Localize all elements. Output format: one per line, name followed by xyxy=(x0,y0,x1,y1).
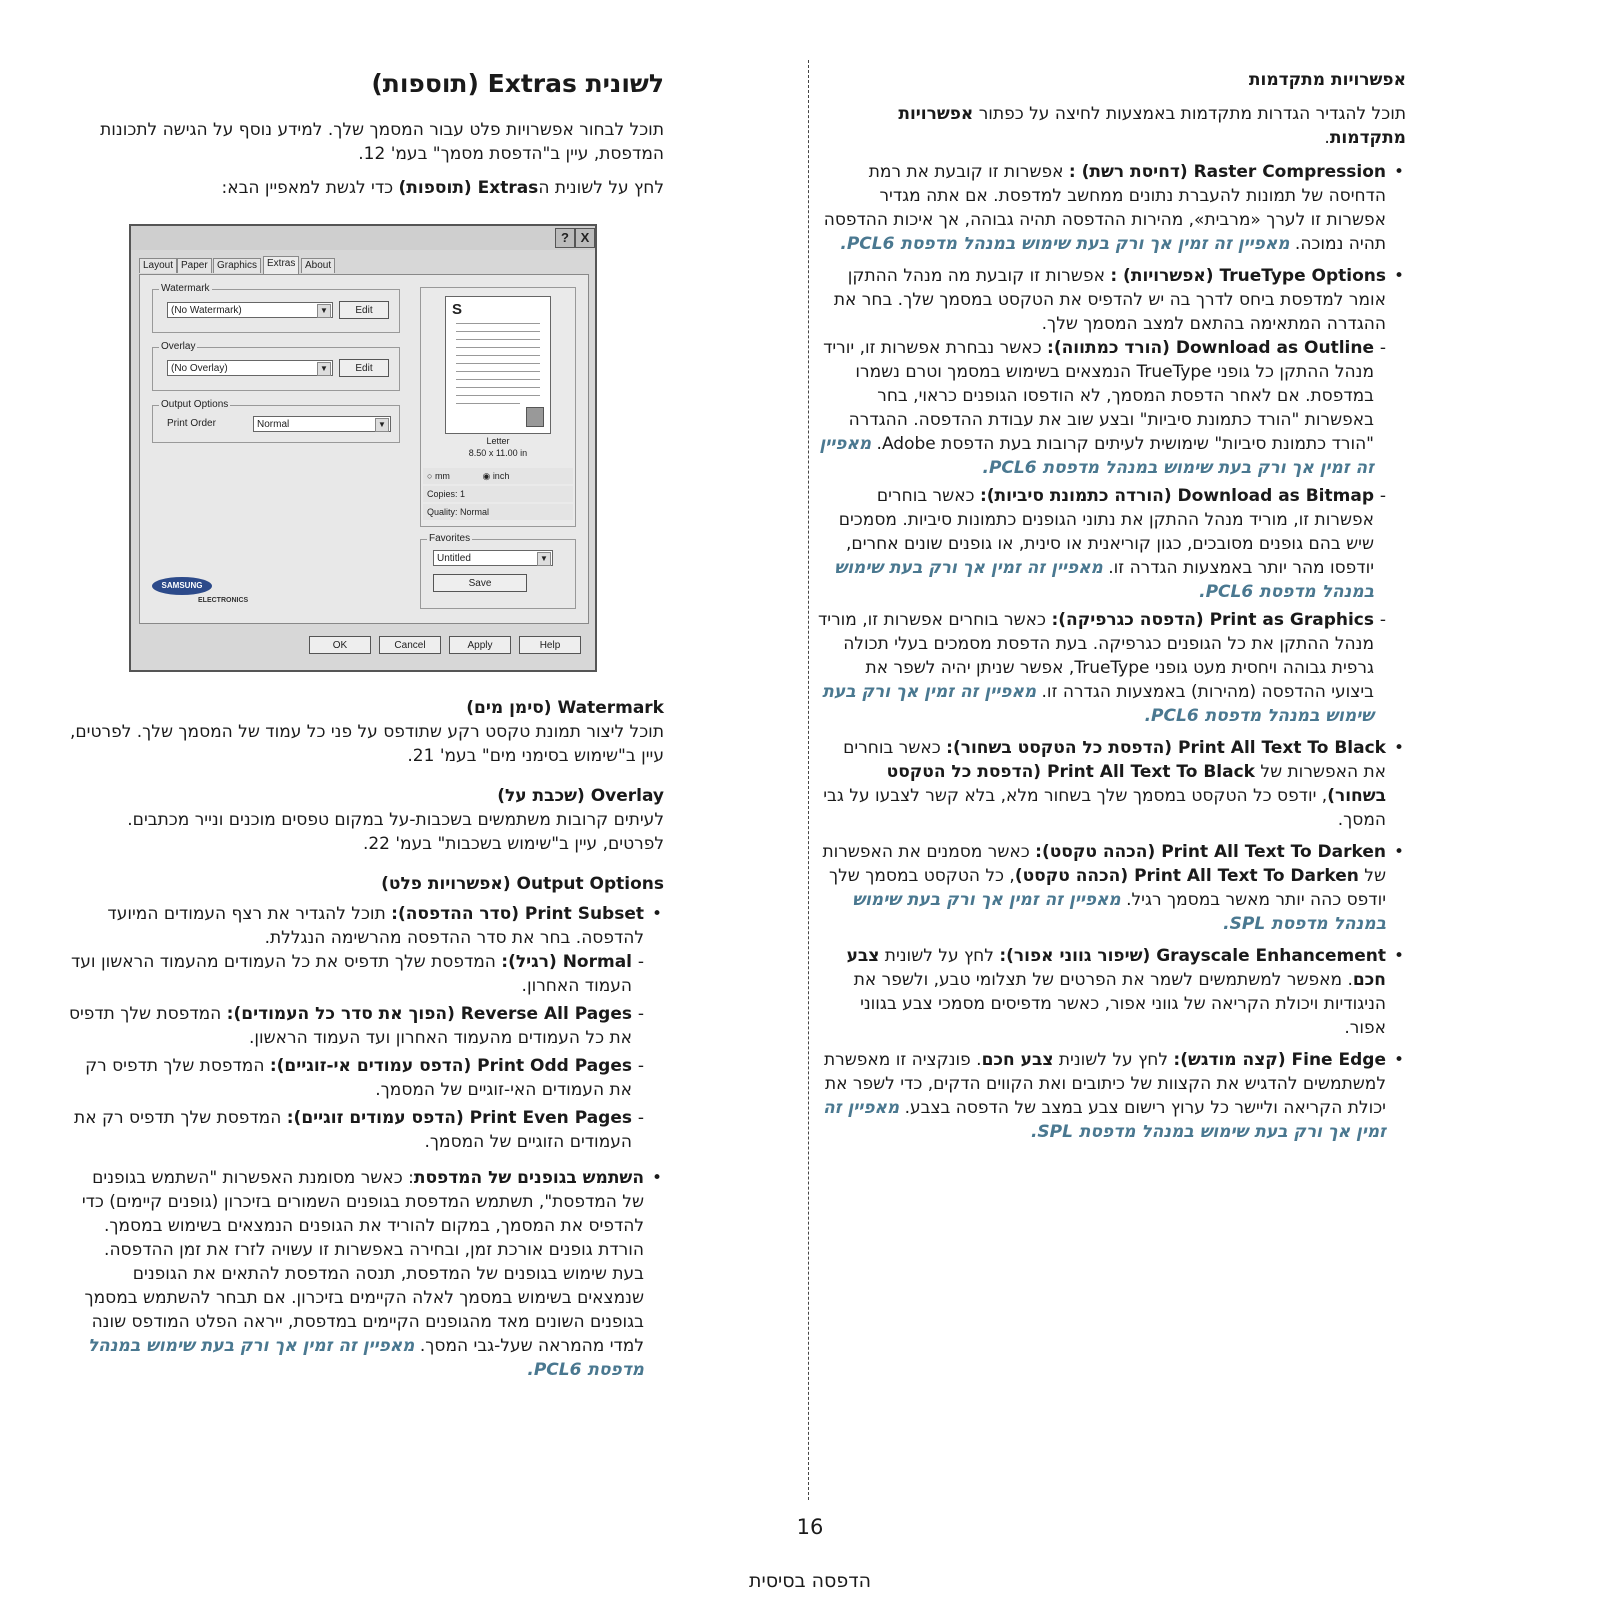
print-order-select[interactable] xyxy=(253,416,391,432)
units-row xyxy=(423,468,573,484)
samsung-logo: SAMSUNG xyxy=(152,577,212,595)
download-outline-subitem: - Download as Outline (הורד כמתווה): כאשר נבחרת אפשרות זו, יוריד מנהל ההתקן כל גופני TrueType הנמצאים בשימוש במסמך וטרם נשמרו במדפסת. אם לאחר הדפסת המסמך, לא הודפסו הגופנים כראוי, בחר באפשרות "הורד כתמונת סיביות" ובצע שוב את עבודת ההדפסה. ההגדרה "הורד כתמונת סיביות" שימושית לעיתים קרובות בעת הדפסת Adobe. מאפיין זה זמין אך ורק בעת שימוש במנהל מדפסת PCL6. xyxy=(819,338,1386,478)
favorites-value: Untitled xyxy=(437,553,471,564)
unit-mm-label: mm xyxy=(434,471,450,481)
grayscale-enhancement-item xyxy=(818,944,1406,1040)
dialog-title-bar xyxy=(131,226,595,250)
description-end: , כל הטקסט במסמך שלך יודפס כהה יותר מאשר במסמך רגיל. xyxy=(829,866,1386,910)
extras-tab-title: לשונית Extras (תוספות) xyxy=(371,69,664,98)
watermark-text: תוכל ליצור תמונת טקסט רקע שתודפס על פני כל עמוד של המסמך שלך. לפרטים, עיין ב"שימוש בסימני מים" בעמ' 21. xyxy=(69,722,664,766)
description: אפשרות זו קובעת מה מנהל ההתקן אומר למדפסת ביחס לדרך בה יש להדפיס את הטקסט במסמך שלך. בחר את ההגדרה המתאימה בהתאם למצב המסמך שלך. xyxy=(833,266,1386,334)
term-inline: צבע חכם xyxy=(981,1050,1054,1070)
spl-note: מאפיין זה זמין אך ורק בעת שימוש במנהל מדפסת SPL. xyxy=(852,890,1386,934)
preview-sheet xyxy=(445,296,551,434)
ok-button[interactable]: OK xyxy=(309,636,371,654)
output-options-group xyxy=(152,399,400,443)
chevron-down-icon: ▼ xyxy=(537,552,551,566)
preview-letter: S xyxy=(452,301,463,318)
term: Print as Graphics (הדפסה כגרפיקה): xyxy=(1051,610,1374,630)
normal-subitem: - Normal (רגיל): המדפסת שלך תדפיס את כל העמודים מהעמוד הראשון ועד העמוד האחרון. xyxy=(71,952,644,996)
term: Print Even Pages (הדפס עמודים זוגיים): xyxy=(286,1108,632,1128)
favorites-save-button[interactable]: Save xyxy=(433,574,527,592)
intro-text: תוכל להגדיר הגדרות מתקדמות באמצעות לחיצה על כפתור xyxy=(973,104,1406,124)
description: כאשר בוחרים את האפשרות של xyxy=(843,738,1386,782)
term: Raster Compression (דחיסת רשת) : xyxy=(1068,162,1386,182)
overlay-section xyxy=(68,784,664,856)
raster-compression-item xyxy=(818,160,1406,256)
cancel-button[interactable]: Cancel xyxy=(379,636,441,654)
overlay-text: לעיתים קרובות משתמשים בשכבות-על במקום טפסים מוכנים ונייר מכתבים. לפרטים, עיין ב"שימוש בשכבות" בעמ' 22. xyxy=(127,810,664,854)
close-icon[interactable]: X xyxy=(575,228,595,248)
extras-intro: תוכל לבחור אפשרויות פלט עבור המסמך שלך. למידע נוסף על הגישה לתכונות המדפסת, עיין ב"הדפסת מסמך" בעמ' 12. xyxy=(100,120,664,164)
term: Reverse All Pages (הפוך את סדר כל העמודים): xyxy=(226,1004,632,1024)
print-text-black-item xyxy=(818,736,1406,832)
output-options-section xyxy=(68,872,664,1382)
term: השתמש בגופנים של המדפסת xyxy=(413,1168,644,1188)
advanced-options-column xyxy=(818,68,1406,1152)
even-pages-subitem: - Print Even Pages (הדפס עמודים זוגיים): המדפסת שלך תדפיס רק את העמודים הזוגיים של המסמך. xyxy=(74,1108,644,1152)
term: Fine Edge (קצה מודגש): xyxy=(1173,1050,1386,1070)
watermark-section xyxy=(68,696,664,768)
watermark-heading: Watermark (סימן מים) xyxy=(466,698,664,718)
intro-button-name: אפשרויות מתקדמות xyxy=(898,104,1406,148)
tab-name: Extras (תוספות) xyxy=(398,178,539,198)
reverse-subitem: - Reverse All Pages (הפוך את סדר כל העמודים): המדפסת שלך תדפיס את כל העמודים מהעמוד האחרון ועד העמוד הראשון. xyxy=(68,1004,644,1048)
tab-about[interactable]: About xyxy=(301,258,335,273)
output-options-label: Output Options xyxy=(161,399,229,410)
print-order-value: Normal xyxy=(257,419,290,430)
description: כאשר בוחרים אפשרות זו, מוריד מנהל ההתקן את נתוני הגופנים כתמונות סיביות. מסמכים שיש בהם גופנים מסובכים, כגון קוריאנית או סינית, או גופנים שונים אחרים, יודפסו מהר יותר באמצעות הגדרה זו. xyxy=(838,486,1374,578)
favorites-label: Favorites xyxy=(429,533,471,544)
advanced-options-intro xyxy=(818,102,1406,150)
overlay-label: Overlay xyxy=(161,341,196,352)
unit-inch-label: inch xyxy=(492,471,510,481)
output-options-list xyxy=(68,902,664,1382)
print-order-label: Print Order xyxy=(167,418,216,429)
description: המדפסת שלך תדפיס רק את העמודים הזוגיים של המסמך. xyxy=(74,1108,632,1152)
term: Print Subset (סדר ההדפסה): xyxy=(391,904,644,924)
copies-info: Copies: 1 xyxy=(423,486,573,502)
chevron-down-icon: ▼ xyxy=(317,304,331,318)
term: Normal (רגיל): xyxy=(501,952,632,972)
term: Download as Outline (הורד כמתווה): xyxy=(1047,338,1374,358)
overlay-edit-button[interactable]: Edit xyxy=(339,359,389,377)
text: לחץ על לשונית ה xyxy=(538,178,664,198)
chevron-down-icon: ▼ xyxy=(317,362,331,376)
watermark-select[interactable] xyxy=(167,302,333,318)
tab-graphics[interactable]: Graphics xyxy=(213,258,261,273)
print-subset-item xyxy=(68,902,664,1154)
column-divider xyxy=(808,60,809,1500)
description: המדפסת שלך תדפיס את כל העמודים מהעמוד האחרון ועד העמוד הראשון. xyxy=(68,1004,632,1048)
overlay-select[interactable] xyxy=(167,360,333,376)
term: Print All Text To Black (הדפסת כל הטקסט בשחור): xyxy=(946,738,1386,758)
odd-pages-subitem: - Print Odd Pages (הדפס עמודים אי-זוגיים): המדפסת שלך תדפיס רק את העמודים האי-זוגיים של המסמך. xyxy=(85,1056,644,1100)
print-text-darken-item xyxy=(818,840,1406,936)
description: אפשרות זו קובעת את רמת הדחיסה של תמונות להעברת נתונים ממחשב למדפסת. אם אתה מגדיר אפשרות זו לערך «מרבית», מהירות ההדפסה תהיה גבוהה, אך איכות ההדפסה תהיה נמוכה. xyxy=(823,162,1386,254)
description: המדפסת שלך תדפיס רק את העמודים האי-זוגיים של המסמך. xyxy=(85,1056,632,1100)
description: כאשר נבחרת אפשרות זו, יוריד מנהל ההתקן כל גופני TrueType הנמצאים בשימוש במסמך וטרם נשמרו במדפסת. אם לאחר הדפסת המסמך, לא הודפסו הגופנים כראוי, בחר באפשרות "הורד כתמונת סיביות" ובצע שוב את עבודת ההדפסה. ההגדרה "הורד כתמונת סיביות" שימושית לעיתים קרובות בעת הדפסת Adobe. xyxy=(823,338,1374,454)
watermark-group xyxy=(152,283,400,333)
pcl6-note: מאפיין זה זמין אך ורק בעת שימוש במנהל מדפסת PCL6. xyxy=(840,234,1290,254)
term-inline: צבע חכם xyxy=(846,946,1386,990)
fine-edge-item xyxy=(818,1048,1406,1144)
quality-info: Quality: Normal xyxy=(423,504,573,520)
radio-inch[interactable]: ◉ inch xyxy=(482,471,510,481)
description-end: . פונקציה זו מאפשרת למשתמשים להדגיש את הקצוות של כיתובים ואת הקווים הדקים, כדי לשפר את יכולת הקריאה וליישר כל ערוץ רישום צבע במצב של הדפסה בצבע. xyxy=(823,1050,1386,1118)
page-preview xyxy=(420,287,576,527)
tab-layout[interactable]: Layout xyxy=(139,258,177,273)
truetype-options-item xyxy=(818,264,1406,728)
description-end: , יודפס כל הטקסט במסמך שלך בשחור מלא, בלא קשר לצבעו על גבי המסך. xyxy=(823,786,1386,830)
overlay-value: (No Overlay) xyxy=(171,363,228,374)
description: : כאשר מסומנת האפשרות "השתמש בגופנים של המדפסת", תשתמש המדפסת בגופנים השמורים בזיכרון (גופנים קיימים) כדי להדפיס את המסמך, במקום להוריד את הגופנים הנמצאים בשימוש במסמך. הורדת גופנים אורכת זמן, ובחירה באפשרות זו עשויה לזרז את זמן ההדפסה. בעת שימוש בגופנים של המדפסת, תנסה המדפסת להתאים את הגופנים שנמצאים בשימוש במסמך לאלה הקיימים בזיכרון. אם תבחר להשתמש במסמך בגופנים השונים מאד מהגופנים הקיימים במדפסת, ייראה הפלט המודפס שונה למדי מהמראה שעל-גבי המסך. xyxy=(81,1168,644,1356)
preview-overlay-icon xyxy=(526,407,544,427)
apply-button[interactable]: Apply xyxy=(449,636,511,654)
tab-extras[interactable]: Extras xyxy=(263,256,299,274)
footer-chapter-title: הדפסה בסיסית xyxy=(748,1570,872,1592)
description: לחץ על לשונית xyxy=(1053,1050,1174,1070)
pcl6-note: מאפיין זה זמין אך ורק בעת שימוש במנהל מדפסת PCL6. xyxy=(834,558,1374,602)
advanced-options-list xyxy=(818,160,1406,1144)
printer-fonts-item xyxy=(68,1166,664,1382)
pcl6-note: מאפיין זה זמין אך ורק בעת שימוש במנהל מדפסת PCL6. xyxy=(819,434,1374,478)
chevron-down-icon: ▼ xyxy=(375,418,389,432)
radio-mm[interactable]: ○ mm xyxy=(427,471,450,481)
term: TrueType Options (אפשרויות) : xyxy=(1110,266,1386,286)
tab-paper[interactable]: Paper xyxy=(177,258,212,273)
term-inline: Print All Text To Black (הדפסת כל הטקסט בשחור) xyxy=(886,762,1386,806)
favorites-group xyxy=(420,533,576,609)
help-title-button[interactable]: ? xyxy=(555,228,575,248)
printer-properties-dialog xyxy=(129,224,597,672)
advanced-options-heading: אפשרויות מתקדמות xyxy=(1248,70,1406,90)
description: כאשר בוחרים אפשרות זו, מוריד מנהל ההתקן את כל הגופנים כגרפיקה. בעת הדפסת מסמכים בעלי תכולה גרפית גבוהה ויחסית מעט גופני TrueType, אפשר שניתן יהיה לשפר את ביצועי ההדפסה (מהירות) באמצעות הגדרה זו. xyxy=(817,610,1374,702)
paper-name: Letter xyxy=(486,436,510,446)
term: Print All Text To Darken (הכהה טקסט): xyxy=(1035,842,1386,862)
paper-size: 8.50 x 11.00 in xyxy=(468,448,528,458)
term: Download as Bitmap (הורדה כתמונת סיביות): xyxy=(979,486,1374,506)
favorites-select[interactable] xyxy=(433,550,553,566)
overlay-heading: Overlay (שכבת על) xyxy=(497,786,664,806)
samsung-logo-subtitle: ELECTRONICS xyxy=(198,597,249,604)
watermark-value: (No Watermark) xyxy=(171,305,242,316)
page-number: 16 xyxy=(796,1515,824,1539)
overlay-group xyxy=(152,341,400,391)
watermark-edit-button[interactable]: Edit xyxy=(339,301,389,319)
help-button[interactable]: Help xyxy=(519,636,581,654)
download-bitmap-subitem: - Download as Bitmap (הורדה כתמונת סיביות): כאשר בוחרים אפשרות זו, מוריד מנהל ההתקן את נתוני הגופנים כתמונות סיביות. מסמכים שיש בהם גופנים מסובכים, כגון קוריאנית או סינית, או גופנים שונים אחרים, יודפסו מהר יותר באמצעות הגדרה זו. מאפיין זה זמין אך ורק בעת שימוש במנהל מדפסת PCL6. xyxy=(834,486,1386,602)
text-end: כדי לגשת למאפיין הבא: xyxy=(221,178,399,198)
intro-end: . xyxy=(1324,128,1330,148)
term-inline: Print All Text To Darken (הכהה טקסט) xyxy=(1014,866,1359,886)
extras-click-instruction xyxy=(68,176,664,200)
pcl6-note: מאפיין זה זמין אך ורק בעת שימוש במנהל מדפסת PCL6. xyxy=(822,682,1374,726)
description: המדפסת שלך תדפיס את כל העמודים מהעמוד הראשון ועד העמוד האחרון. xyxy=(71,952,632,996)
output-options-heading: Output Options (אפשרויות פלט) xyxy=(381,874,664,894)
spl-note: מאפיין זה זמין אך ורק בעת שימוש במנהל מדפסת SPL. xyxy=(823,1098,1386,1142)
description: תוכל להגדיר את רצף העמודים המיועד להדפסה. בחר את סדר ההדפסה מהרשימה הנגללת. xyxy=(107,904,644,948)
pcl6-note: מאפיין זה זמין אך ורק בעת שימוש במנהל מדפסת PCL6. xyxy=(87,1336,644,1380)
description: לחץ על לשונית xyxy=(879,946,1000,966)
description-end: . מאפשר למשתמשים לשמר את הפרטים של תצלומי טבע, ולשפר את הניגודיות ויכולת הקריאה של גווני אפור, כאשר מדפיסים מסמכי צבע בגווני אפור. xyxy=(853,970,1386,1038)
watermark-label: Watermark xyxy=(161,283,210,294)
description: כאשר מסמנים את האפשרות של xyxy=(822,842,1386,886)
extras-panel xyxy=(139,274,589,624)
term: Grayscale Enhancement (שיפור גווני אפור): xyxy=(999,946,1386,966)
print-as-graphics-subitem: - Print as Graphics (הדפסה כגרפיקה): כאשר בוחרים אפשרות זו, מוריד מנהל ההתקן את כל הגופנים כגרפיקה. בעת הדפסת מסמכים בעלי תכולה גרפית גבוהה ויחסית מעט גופני TrueType, אפשר שניתן יהיה לשפר את ביצועי ההדפסה (מהירות) באמצעות הגדרה זו. מאפיין זה זמין אך ורק בעת שימוש במנהל מדפסת PCL6. xyxy=(817,610,1386,726)
term: Print Odd Pages (הדפס עמודים אי-זוגיים): xyxy=(269,1056,632,1076)
